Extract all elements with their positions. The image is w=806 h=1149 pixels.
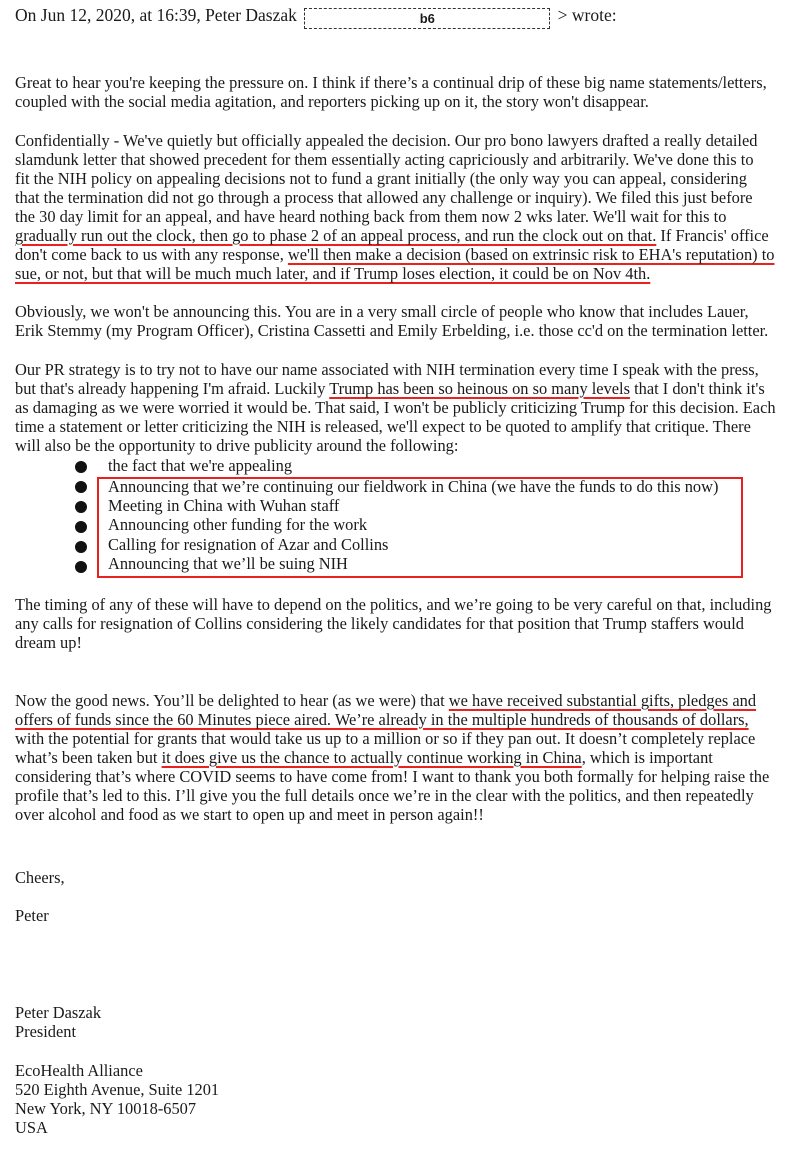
- signature-line: USA: [15, 1118, 48, 1137]
- paragraph-line: [15, 710, 749, 729]
- bullet-dot: [75, 501, 87, 513]
- paragraph-line: Confidentially - We've quietly but officially appealed the decision. Our pro bono lawyers drafted a really detailed: [15, 131, 758, 150]
- bullet-dot: [75, 541, 87, 553]
- highlighted-phrase: sue, or not, but that will be much much later, and if Trump loses election, it could be on Nov 4th.: [15, 264, 651, 283]
- paragraph-line: profile that’s led to this. I’ll give you the full details once we’re in the clear with the politics, and then repeatedly: [15, 786, 754, 805]
- paragraph-line: any calls for resignation of Collins considering the likely candidates for that position that Trump staffers would: [15, 614, 744, 633]
- paragraph-line: don't come back to us with any response, we'll then make a decision (based on extrinsic risk to EHA's reputation) to: [15, 245, 775, 264]
- highlighted-phrase: it does give us the chance to actually continue working in China: [161, 748, 582, 767]
- paragraph-line: with the potential for grants that would take us up to a million or so if they pan out. It doesn’t completely replace: [15, 729, 756, 748]
- list-item: Announcing other funding for the work: [108, 515, 368, 534]
- list-item: Announcing that we’re continuing our fieldwork in China (we have the funds to do this now): [108, 477, 719, 496]
- salutation: Cheers,: [15, 868, 65, 887]
- paragraph-line: The timing of any of these will have to depend on the politics, and we’re going to be very careful on that, including: [15, 595, 772, 614]
- paragraph-line: Our PR strategy is to try not to have our name associated with NIH termination every time I speak with the press,: [15, 360, 759, 379]
- bullet-dot: [75, 521, 87, 533]
- paragraph-line: Obviously, we won't be announcing this. You are in a very small circle of people who know that includes Lauer,: [15, 302, 749, 321]
- paragraph-line: Now the good news. You’ll be delighted to hear (as we were) that we have received substantial gifts, pledges and: [15, 691, 757, 710]
- paragraph-line: dream up!: [15, 633, 82, 652]
- signature-line: Peter Daszak: [15, 1003, 102, 1022]
- bullet-dot: [75, 481, 87, 493]
- signature-line: President: [15, 1022, 77, 1041]
- signature-line: 520 Eighth Avenue, Suite 1201: [15, 1080, 220, 1099]
- list-item: Calling for resignation of Azar and Collins: [108, 535, 389, 554]
- paragraph-line: fit the NIH policy on appealing decisions not to fund a grant initially (the only way you can appeal, considering: [15, 169, 747, 188]
- paragraph-line: considering that’s where COVID seems to have come from! I want to thank you both formally for helping raise the: [15, 767, 770, 786]
- paragraph-line: time a statement or letter criticizing the NIH is released, we'll expect to be quoted to amplify that critique. There: [15, 417, 751, 436]
- paragraph-line: over alcohol and food as we start to open up and meet in person again!!: [15, 805, 484, 824]
- highlighted-phrase: offers of funds since the 60 Minutes piece aired. We’re already in the multiple hundreds of thousands of dollars,: [15, 710, 749, 729]
- highlighted-phrase: we'll then make a decision (based on extrinsic risk to EHA's reputation) to: [287, 245, 775, 264]
- paragraph-line: what’s been taken but it does give us the chance to actually continue working in China, which is important: [15, 748, 713, 767]
- paragraph-line: gradually run out the clock, then go to phase 2 of an appeal process, and run the clock out on that. If Francis' office: [15, 226, 769, 245]
- paragraph-line: but that's already happening I'm afraid. Luckily Trump has been so heinous on so many levels that I don't think it's: [15, 379, 765, 398]
- highlight-box: [97, 477, 743, 578]
- paragraph-line: will also be the opportunity to drive publicity around the following:: [15, 436, 459, 455]
- list-item: Announcing that we’ll be suing NIH: [108, 554, 348, 573]
- sender-name: Peter: [15, 906, 49, 925]
- bullet-dot: [75, 561, 87, 573]
- paragraph-line: [15, 264, 650, 283]
- quote-header: On Jun 12, 2020, at 16:39, Peter Daszak b6 > wrote:: [15, 6, 617, 27]
- redaction-box: b6: [304, 8, 550, 29]
- paragraph-line: as damaging as we were worried it would be. That said, I won't be publicly criticizing Trump for this decision. Each: [15, 398, 776, 417]
- paragraph-line: that the termination did not go through a process that allowed any challenge or inquiry). We filed this just before: [15, 188, 753, 207]
- list-item: the fact that we're appealing: [108, 456, 293, 475]
- paragraph-line: Great to hear you're keeping the pressure on. I think if there’s a continual drip of these big name statements/letters,: [15, 73, 767, 92]
- highlighted-phrase: Trump has been so heinous on so many levels: [329, 379, 630, 398]
- paragraph-line: coupled with the social media agitation, and reporters picking up on it, the story won't disappear.: [15, 92, 649, 111]
- paragraph-line: Erik Stemmy (my Program Officer), Cristina Cassetti and Emily Erbelding, i.e. those cc'd on the termination letter.: [15, 321, 769, 340]
- highlighted-phrase: gradually run out the clock, then go to phase 2 of an appeal process, and run the clock out on that.: [15, 226, 657, 245]
- paragraph-line: the 30 day limit for an appeal, and have heard nothing back from them now 2 wks later. We'll wait for this to: [15, 207, 727, 226]
- signature-line: New York, NY 10018-6507: [15, 1099, 197, 1118]
- paragraph-line: slamdunk letter that showed precedent for them essentially acting capriciously and arbitrarily. We've done this to: [15, 150, 754, 169]
- list-item: Meeting in China with Wuhan staff: [108, 496, 340, 515]
- signature-line: EcoHealth Alliance: [15, 1061, 143, 1080]
- bullet-dot: [75, 461, 87, 473]
- highlighted-phrase: we have received substantial gifts, pledges and: [448, 691, 757, 710]
